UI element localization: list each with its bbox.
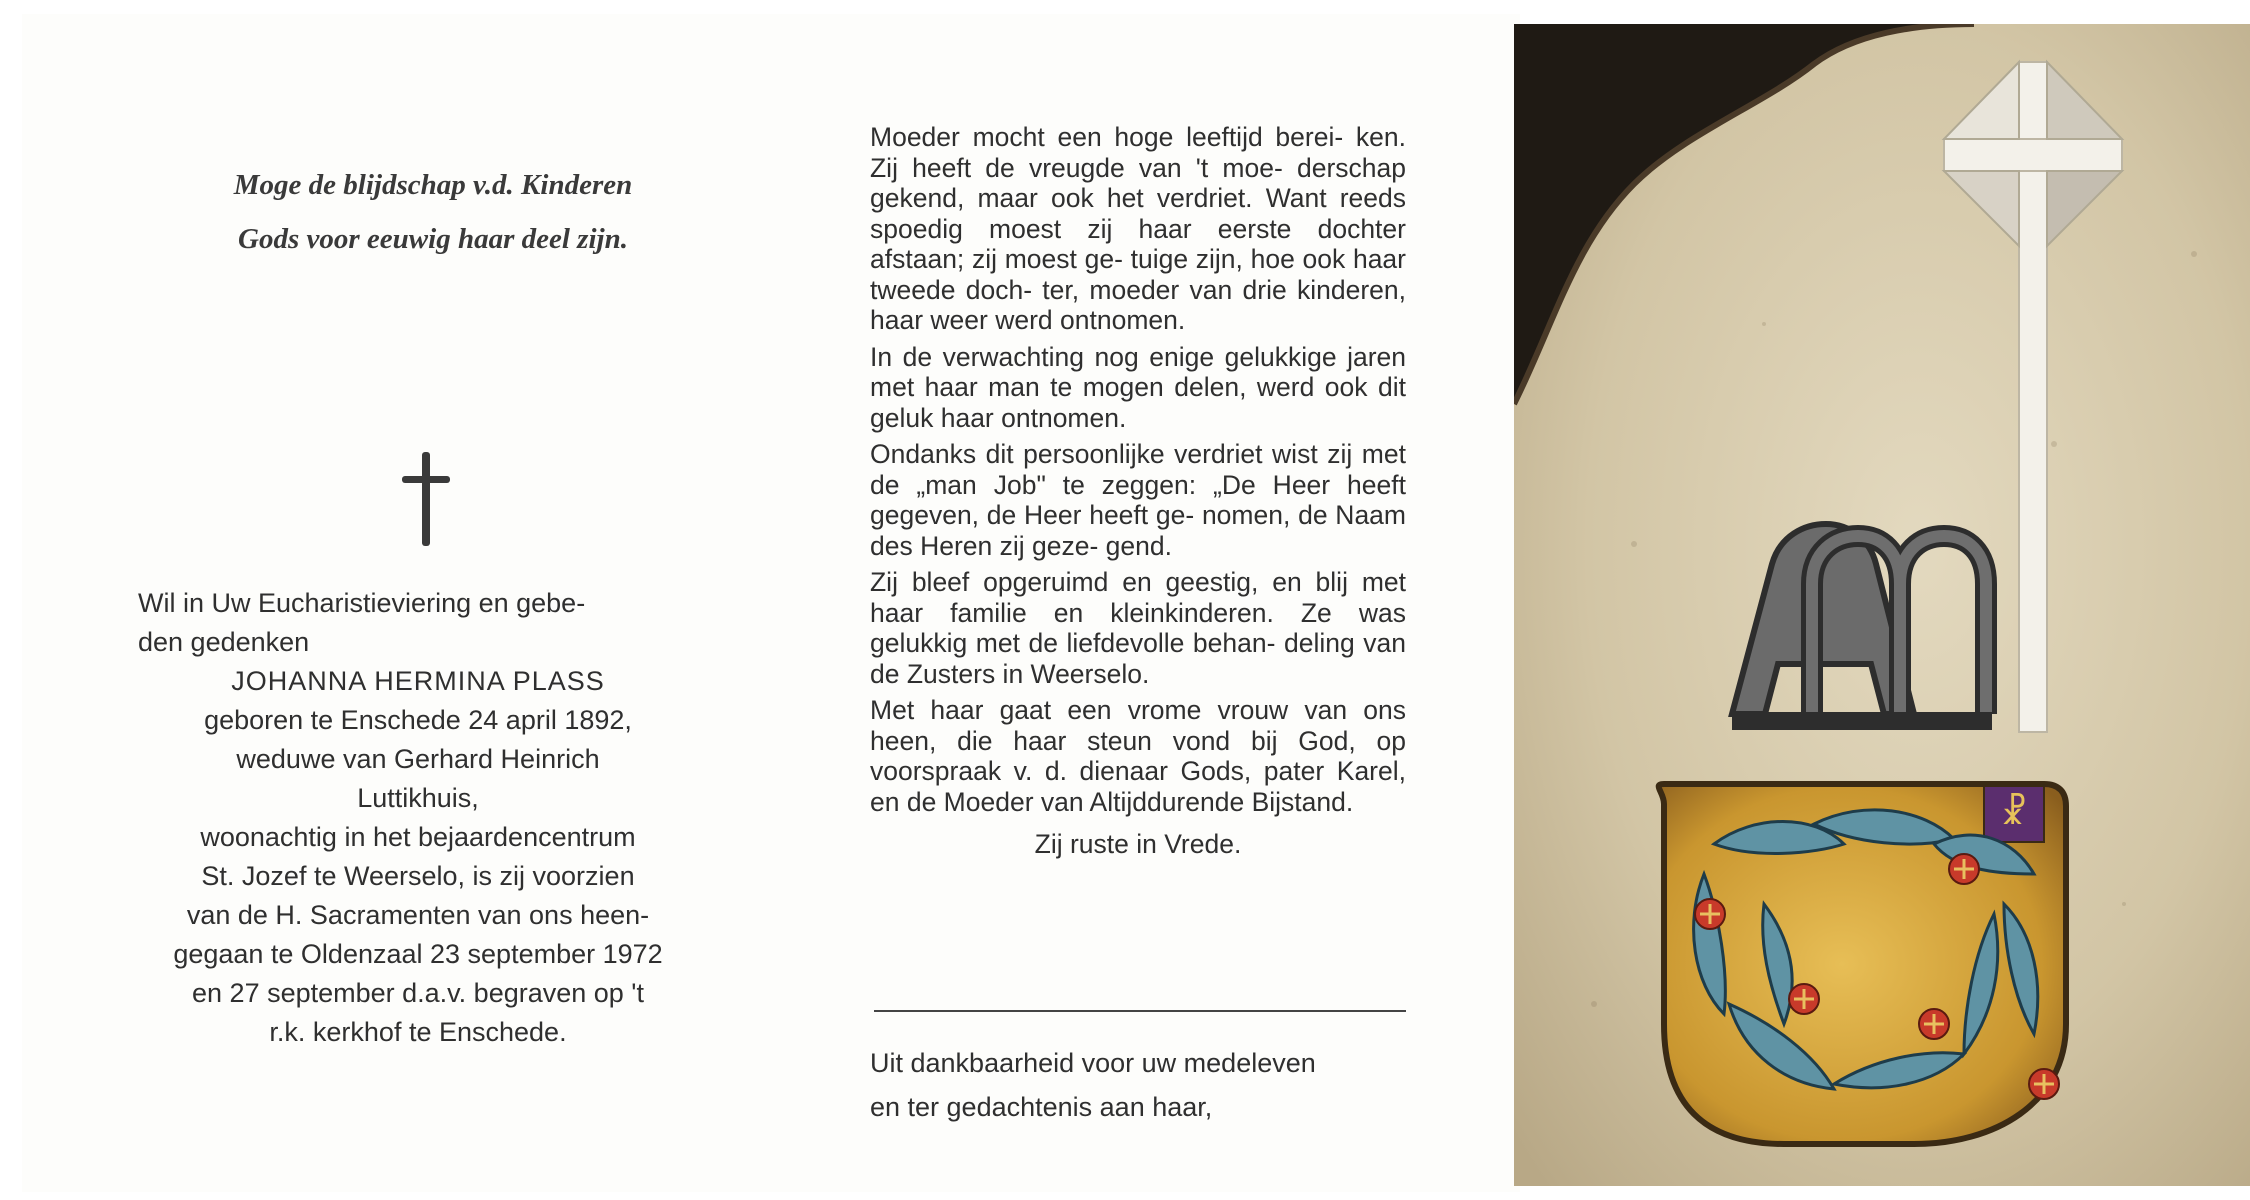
biography bbox=[870, 122, 1406, 866]
motto-line-2: Gods voor eeuwig haar deel zijn. bbox=[238, 223, 628, 255]
announcement-line: en 27 september d.a.v. begraven op 't bbox=[192, 978, 644, 1008]
motto-line-1: Moge de blijdschap v.d. Kinderen bbox=[233, 169, 633, 201]
announcement-line: woonachtig in het bejaardencentrum bbox=[200, 822, 636, 852]
motto bbox=[138, 158, 728, 266]
divider bbox=[874, 1010, 1406, 1012]
closing-line: Zij ruste in Vrede. bbox=[1034, 829, 1242, 859]
announcement-line: r.k. kerkhof te Enschede. bbox=[269, 1017, 567, 1047]
thanks-line-2: en ter gedachtenis aan haar, bbox=[870, 1092, 1213, 1122]
announcement-line: St. Jozef te Weerselo, is zij voorzien bbox=[201, 861, 635, 891]
biography-paragraph: Ondanks dit persoonlijke verdriet wist zij met de „man Job" te zeggen: „De Heer heeft gegeven, de Heer heeft ge- nomen, de Naam des Heren zij geze- gend. bbox=[870, 439, 1406, 561]
announcement-line: gegaan te Oldenzaal 23 september 1972 bbox=[173, 939, 663, 969]
biography-paragraph: Zij bleef opgeruimd en geestig, en blij met haar familie en kleinkinderen. Ze was gelukkig met de liefdevolle behan- deling van de Zusters in Weerselo. bbox=[870, 567, 1406, 689]
announcement-line: geboren te Enschede 24 april 1892, bbox=[204, 705, 632, 735]
announcement-line: weduwe van Gerhard Heinrich bbox=[236, 744, 600, 774]
coat-of-arms-icon bbox=[1659, 784, 2066, 1144]
left-panel bbox=[138, 60, 698, 1140]
thanks-line-1: Uit dankbaarheid voor uw medeleven bbox=[870, 1048, 1316, 1078]
biography-paragraph: In de verwachting nog enige gelukkige jaren met haar man te mogen delen, werd ook dit geluk haar ontnomen. bbox=[870, 341, 1406, 433]
announcement-line: den gedenken bbox=[138, 627, 310, 657]
deceased-name: JOHANNA HERMINA PLASS bbox=[231, 666, 605, 696]
thanks bbox=[870, 1041, 1410, 1129]
announcement-line: Wil in Uw Eucharistieviering en gebe- bbox=[138, 588, 586, 618]
biography-paragraph: Met haar gaat een vrome vrouw van ons heen, die haar steun vond bij God, op voorspraak v. d. dienaar Gods, pater Karel, en de Moeder van Altijddurende Bijstand. bbox=[870, 695, 1406, 817]
svg-text:☧: ☧ bbox=[2000, 793, 2028, 833]
biography-paragraph: Moeder mocht een hoge leeftijd berei- ken. Zij heeft de vreugde van 't moe- derschap gekend, maar ook het verdriet. Want reeds spoedig moest zij haar eerste dochter afstaan; zij moest ge- tuige zijn, hoe ook haar tweede doch- ter, moeder van drie kinderen, haar weer werd ontnomen. bbox=[870, 122, 1406, 335]
announcement-line: van de H. Sacramenten van ons heen- bbox=[186, 900, 650, 930]
announcement-line: Luttikhuis, bbox=[357, 783, 479, 813]
religious-artwork bbox=[1514, 24, 2250, 1186]
announcement bbox=[138, 584, 698, 1052]
cross-icon bbox=[398, 450, 454, 550]
